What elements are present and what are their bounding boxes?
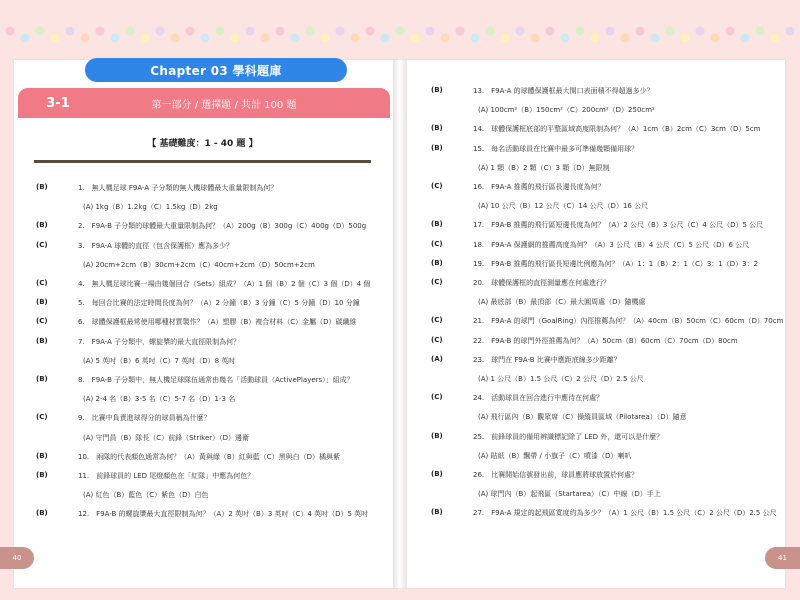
- answer-key: (B): [36, 221, 48, 230]
- polka-dot: [171, 34, 180, 43]
- polka-dot: [216, 27, 225, 36]
- polka-dot: [66, 27, 75, 36]
- polka-dot: [186, 27, 195, 36]
- answer-key: (B): [431, 124, 443, 133]
- polka-dot: [711, 34, 720, 43]
- polka-dot: [321, 34, 330, 43]
- answer-key: (B): [431, 220, 443, 229]
- answer-key: (C): [431, 278, 443, 286]
- polka-dot: [291, 34, 300, 43]
- polka-dot: [126, 27, 135, 36]
- polka-dot: [741, 34, 750, 43]
- question-text: 18. F9A-A 保護網的推薦高度為何？（A）3 公尺（B）4 公尺（C）5 公尺（D）6 公尺: [473, 240, 750, 249]
- answer-key: (C): [431, 316, 443, 325]
- question-text: 3. F9A-A 球體的直徑（包含保護框）應為多少？: [78, 241, 234, 250]
- polka-dot: [576, 27, 585, 36]
- question-text: 13. F9A-A 的球體保護框最大開口表面積不得超過多少？: [473, 87, 654, 95]
- polka-dot: [771, 34, 780, 43]
- polka-dot: [36, 27, 45, 36]
- answer-options: (A) 1kg（B）1.2kg（C）1.5kg（D）2kg: [83, 203, 218, 212]
- question-text: 9. 比賽中負責進球得分的球員稱為什麼？: [78, 414, 211, 423]
- book-spine: [393, 60, 407, 588]
- answer-key: (C): [431, 239, 443, 248]
- question-text: 23. 球門在 F9A-B 比賽中應距底線多少距離？: [473, 355, 621, 364]
- polka-dot: [336, 27, 345, 36]
- polka-dot: [306, 27, 315, 36]
- answer-key: (C): [36, 317, 48, 326]
- polka-dot: [411, 34, 420, 43]
- answer-key: (A): [431, 354, 443, 363]
- polka-dot: [231, 34, 240, 43]
- polka-dot: [591, 34, 600, 43]
- question-text: 22. F9A-B 的球門外徑推薦為何？（A）50cm（B）60cm（C）70cm（D）80cm: [473, 336, 738, 345]
- answer-key: (C): [431, 393, 443, 402]
- question-text: 21. F9A-A 的球門（GoalRing）內徑推薦為何？（A）40cm（B）50cm（C）60cm（D）70cm: [473, 317, 784, 326]
- answer-key: (C): [431, 335, 443, 344]
- polka-dot: [516, 27, 525, 36]
- question-text: 12. F9A-B 的螺旋槳最大直徑限制為何？（A）2 英吋（B）3 英吋（C）4 英吋（D）5 英吋: [78, 510, 369, 519]
- answer-options: (A) 5 英吋（B）6 英吋（C）7 英吋（D）8 英吋: [83, 356, 236, 365]
- answer-options: (A) 守門員（B）隊長（C）前鋒（Striker）（D）邊衛: [83, 433, 250, 442]
- polka-dot: [156, 27, 165, 36]
- polka-dot: [666, 27, 675, 36]
- polka-dot: [246, 27, 255, 36]
- polka-dot: [81, 34, 90, 43]
- polka-dot: [786, 27, 795, 36]
- answer-key: (C): [36, 240, 48, 249]
- polka-dot: [471, 34, 480, 43]
- polka-dot-border: [0, 0, 800, 44]
- question-text: 7. F9A-A 子分類中，螺旋槳的最大直徑限制為何？: [78, 337, 241, 346]
- answer-options: (A) 最底部（B）最頂部（C）最大圓周處（D）隨機處: [478, 298, 646, 307]
- polka-dot: [441, 34, 450, 43]
- polka-dot: [756, 27, 765, 36]
- polka-dot: [486, 27, 495, 36]
- question-text: 6. 球體保護框最常使用哪種材質製作？（A）塑膠（B）複合材料（C）金屬（D）碳纖維: [78, 318, 357, 327]
- answer-key: (B): [431, 86, 443, 94]
- question-text: 8. F9A-B 子分類中，無人機足球隊伍通常由幾名「活動球員（ActivePlayers）」組成？: [78, 376, 354, 384]
- answer-key: (B): [36, 451, 48, 460]
- polka-dot: [531, 34, 540, 43]
- answer-key: (B): [431, 508, 443, 517]
- heading-divider: [34, 160, 371, 163]
- answer-key: (B): [36, 375, 48, 383]
- polka-dot: [561, 34, 570, 43]
- question-text: 1. 無人機足球 F9A-A 子分類的無人機球體最大重量限制為何？: [78, 184, 278, 192]
- polka-dot: [501, 34, 510, 43]
- polka-dot: [621, 34, 630, 43]
- section-header: [18, 88, 390, 118]
- polka-dot: [546, 27, 555, 36]
- answer-key: (C): [36, 279, 48, 287]
- polka-dot: [651, 34, 660, 43]
- polka-dot: [261, 34, 270, 43]
- chapter-title: Chapter 03 學科題庫: [85, 58, 347, 82]
- question-text: 2. F9A-B 子分類的球體最大重量限制為何？（A）200g（B）300g（C）400g（D）500g: [78, 222, 367, 231]
- polka-dot: [696, 27, 705, 36]
- question-text: 27. F9A-A 規定的起飛區寬度約為多少？（A）1 公尺（B）1.5 公尺（C）2 公尺（D）2.5 公尺: [473, 509, 777, 518]
- answer-key: (B): [36, 471, 48, 479]
- question-text: 5. 每回合比賽的法定時間長度為何？（A）2 分鐘（B）3 分鐘（C）5 分鐘（D）10 分鐘: [78, 299, 360, 308]
- answer-options: (A) 1 公尺（B）1.5 公尺（C）2 公尺（D）2.5 公尺: [478, 375, 644, 383]
- answer-key: (B): [36, 509, 48, 518]
- question-text: 17. F9A-B 推薦的飛行區短邊長度為何？（A）2 公尺（B）3 公尺（C）4 公尺（D）5 公尺: [473, 221, 764, 230]
- answer-key: (B): [431, 258, 443, 267]
- answer-options: (A) 紅色（B）藍色（C）紫色（D）白色: [83, 491, 209, 500]
- polka-dot: [51, 34, 60, 43]
- section-number: 3-1: [46, 95, 70, 111]
- question-text: 24. 活動球員在回合進行中應待在何處？: [473, 394, 604, 403]
- question-text: 11. 前鋒球員的 LED 尾燈顏色在「紅隊」中應為何色？: [78, 472, 255, 480]
- question-text: 26. 比賽開始信號發出前，球員應將球放置於何處？: [473, 471, 639, 479]
- answer-key: (B): [36, 336, 48, 345]
- answer-options: (A) 10 公尺（B）12 公尺（C）14 公尺（D）16 公尺: [478, 202, 649, 211]
- question-text: 14. 球體保護框底部的平整區域高度限制為何？（A）1cm（B）2cm（C）3cm（D）5cm: [473, 125, 761, 134]
- answer-key: (C): [431, 182, 443, 190]
- answer-options: (A) 1 顆（B）2 顆（C）3 顆（D）無限制: [478, 163, 610, 172]
- page-number-right: 41: [765, 547, 800, 569]
- answer-key: (B): [431, 470, 443, 478]
- polka-dot: [21, 34, 30, 43]
- question-text: 25. 前鋒球員的備用辨識標記除了 LED 外，還可以是什麼？: [473, 432, 664, 441]
- answer-options: (A) 20cm+2cm（B）30cm+2cm（C）40cm+2cm（D）50cm+2cm: [83, 260, 315, 269]
- answer-options: (A) 100cm²（B）150cm²（C）200cm²（D）250cm²: [478, 106, 655, 115]
- answer-options: (A) 飛行區內（B）觀眾席（C）操縱員區域（Pilotarea）（D）隨意: [478, 413, 687, 422]
- question-text: 20. 球體保護框的直徑測量應在何處進行？: [473, 279, 611, 287]
- section-title: 第一部分 / 選擇題 / 共計 100 題: [151, 99, 297, 111]
- answer-key: (B): [431, 431, 443, 440]
- question-text: 19. F9A-B 推薦的飛行區長短邊比例應為何？（A）1：1（B）2：1（C）3：1（D）3：2: [473, 259, 759, 268]
- answer-options: (A) 貼紙（B）飄帶 / 小旗子（C）噴漆（D）喇叭: [478, 451, 632, 460]
- polka-dot: [606, 27, 615, 36]
- polka-dot: [681, 34, 690, 43]
- polka-dot: [111, 34, 120, 43]
- question-text: 15. 每名活動球員在比賽中最多可準備幾顆備用球？: [473, 144, 639, 153]
- question-text: 4. 無人機足球比賽一場由幾個回合（Sets）組成？（A）1 個（B）2 個（C）3 個（D）4 個: [78, 280, 371, 288]
- polka-dot: [141, 34, 150, 43]
- question-text: 16. F9A-A 推薦的飛行區長邊長度為何？: [473, 183, 605, 191]
- polka-dot: [426, 27, 435, 36]
- polka-dot: [636, 27, 645, 36]
- polka-dot: [351, 34, 360, 43]
- polka-dot: [726, 27, 735, 36]
- polka-dot: [456, 27, 465, 36]
- page-number-left: 40: [0, 547, 34, 569]
- polka-dot: [381, 34, 390, 43]
- polka-dot: [396, 27, 405, 36]
- question-text: 10. 兩隊的代表顏色通常為何？（A）黃與綠（B）紅與藍（C）黑與白（D）橘與紫: [78, 452, 340, 461]
- polka-dot: [276, 27, 285, 36]
- answer-key: (B): [431, 143, 443, 152]
- polka-dot: [366, 27, 375, 36]
- polka-dot: [201, 34, 210, 43]
- answer-key: (B): [36, 298, 48, 307]
- answer-key: (B): [36, 183, 48, 191]
- polka-dot: [96, 27, 105, 36]
- answer-key: (C): [36, 413, 48, 422]
- answer-options: (A) 2-4 名（B）3-5 名（C）5-7 名（D）1-3 名: [83, 395, 236, 404]
- difficulty-heading: 【 基礎難度：1 - 40 題 】: [147, 139, 258, 149]
- polka-dot: [6, 27, 15, 36]
- answer-options: (A) 球門內（B）起飛區（Startarea）（C）中線（D）手上: [478, 490, 661, 499]
